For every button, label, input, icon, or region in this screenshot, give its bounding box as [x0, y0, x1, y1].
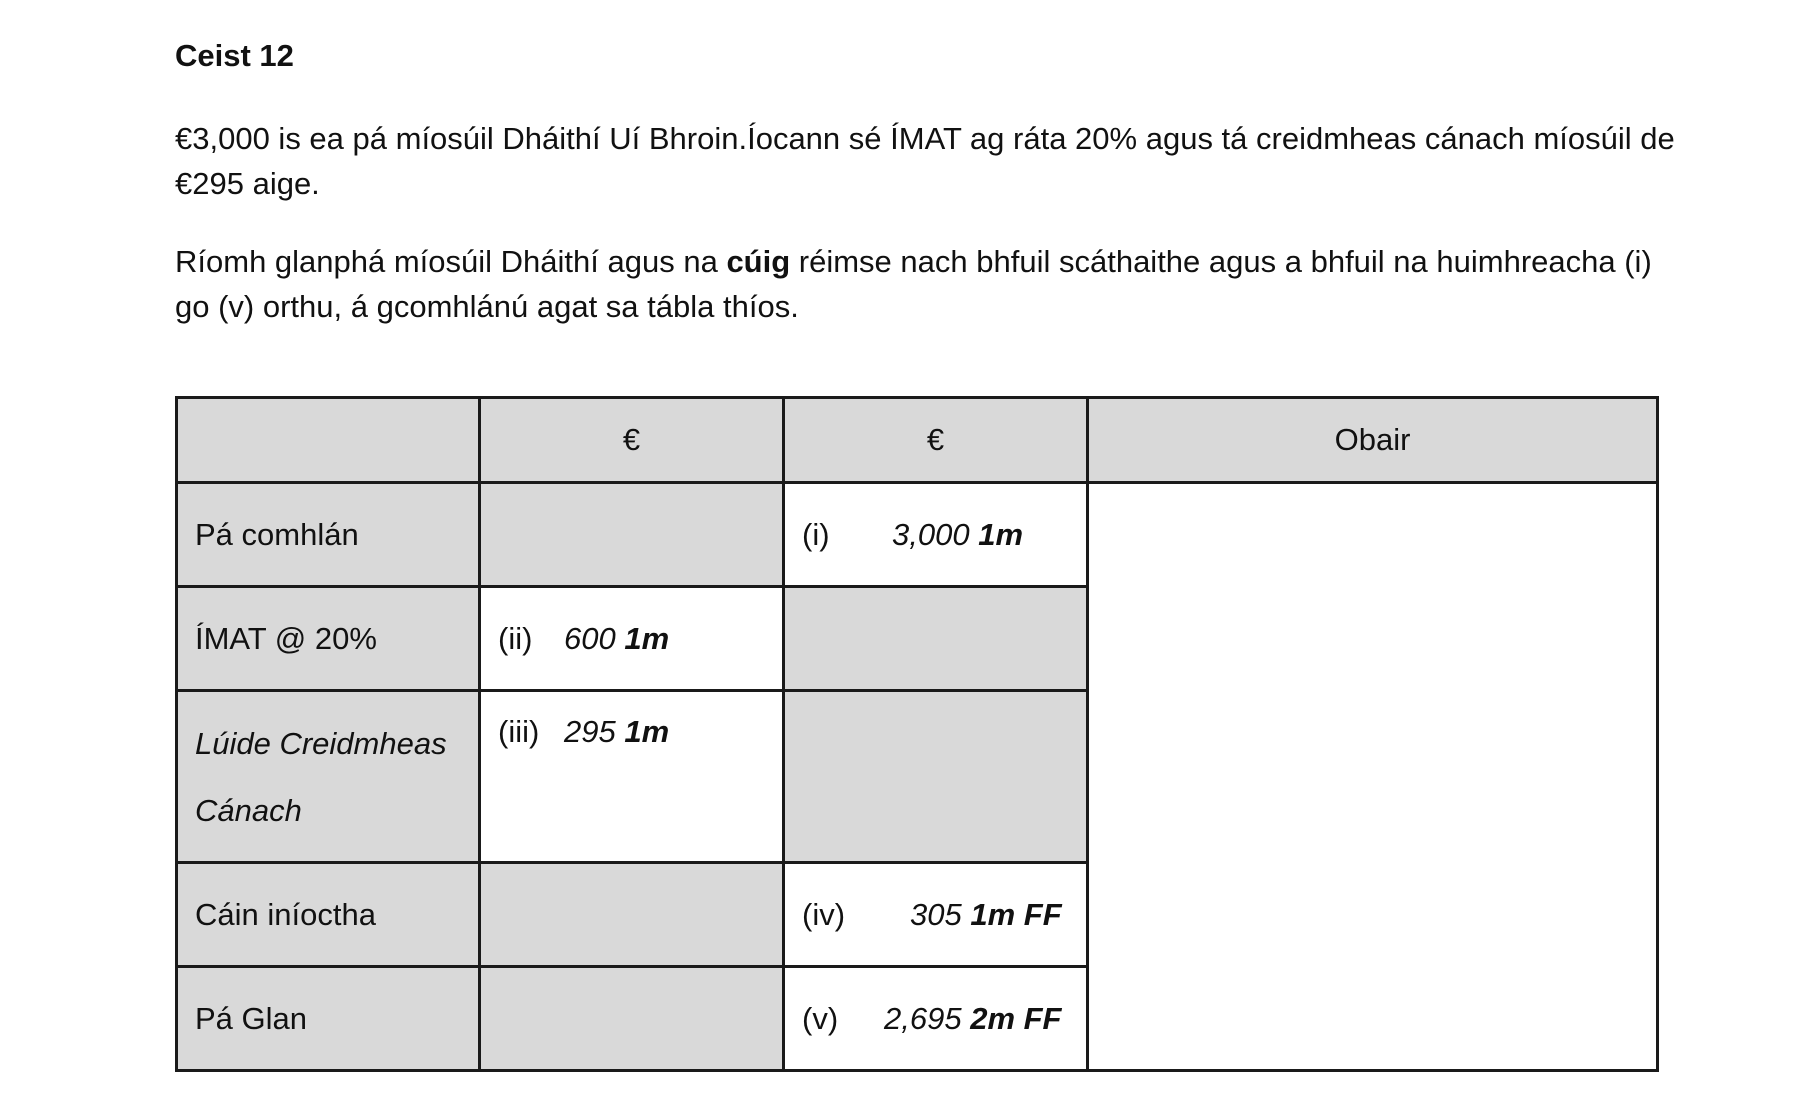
- header-cell-empty: [177, 398, 480, 483]
- work-area[interactable]: [1088, 483, 1658, 1071]
- table-header-row: [177, 398, 1658, 483]
- row-label-tax-payable: Cáin iníoctha: [177, 863, 480, 967]
- answer-cell-iv[interactable]: [784, 863, 1088, 967]
- row-label-line-1: Lúide Creidmheas: [195, 725, 447, 761]
- cell-shaded: [480, 483, 784, 587]
- question-instruction: [175, 239, 1675, 329]
- answer-index: (ii): [498, 620, 533, 656]
- table-row: [177, 483, 1658, 587]
- answer-cell-i[interactable]: [784, 483, 1088, 587]
- answer-value: 3,000: [892, 516, 970, 552]
- answer-mark: 1m FF: [970, 896, 1062, 932]
- header-cell-euro-1: €: [480, 398, 784, 483]
- answer-value: 305: [910, 896, 962, 932]
- answer-cell-v[interactable]: [784, 967, 1088, 1071]
- answer-index: (iv): [802, 896, 846, 932]
- cell-shaded: [480, 967, 784, 1071]
- answer-mark: 1m: [978, 516, 1024, 552]
- row-label-gross-pay: Pá comhlán: [177, 483, 480, 587]
- answer-cell-ii[interactable]: [480, 587, 784, 691]
- answer-value: 2,695: [884, 1000, 962, 1036]
- payslip-table: [175, 396, 1659, 1072]
- row-label-line-2: Cánach: [195, 792, 302, 828]
- row-label-net-pay: Pá Glan: [177, 967, 480, 1071]
- cell-shaded: [784, 587, 1088, 691]
- answer-index: (v): [802, 1000, 839, 1036]
- instruction-text-before: Ríomh glanphá míosúil Dháithí agus na: [175, 244, 727, 279]
- question-title: Ceist 12: [175, 38, 294, 73]
- question-block: [175, 36, 1675, 362]
- answer-mark: 1m: [624, 620, 670, 656]
- row-label-paye: ÍMAT @ 20%: [177, 587, 480, 691]
- answer-mark: 2m FF: [970, 1000, 1062, 1036]
- answer-mark: 1m: [624, 714, 670, 749]
- cell-shaded: [784, 691, 1088, 863]
- answer-index: (iii): [498, 714, 540, 749]
- question-intro: €3,000 is ea pá míosúil Dháithí Uí Bhroin.Íocann sé ÍMAT ag ráta 20% agus tá creidmheas cánach míosúil de €295 aige.: [175, 121, 1675, 201]
- cell-shaded: [480, 863, 784, 967]
- header-cell-work: Obair: [1088, 398, 1658, 483]
- answer-index: (i): [802, 516, 830, 552]
- answer-value: 295: [564, 714, 616, 749]
- instruction-text-bold: cúig: [726, 244, 791, 279]
- header-cell-euro-2: €: [784, 398, 1088, 483]
- answer-value: 600: [564, 620, 616, 656]
- answer-cell-iii[interactable]: [480, 691, 784, 863]
- row-label-tax-credit: [177, 691, 480, 863]
- instruction-text-after: réimse nach bhfuil scáthaithe agus a bhfuil na huimhreacha (i) go (v) orthu, á gcomhlánú agat sa tábla thíos.: [175, 244, 1652, 324]
